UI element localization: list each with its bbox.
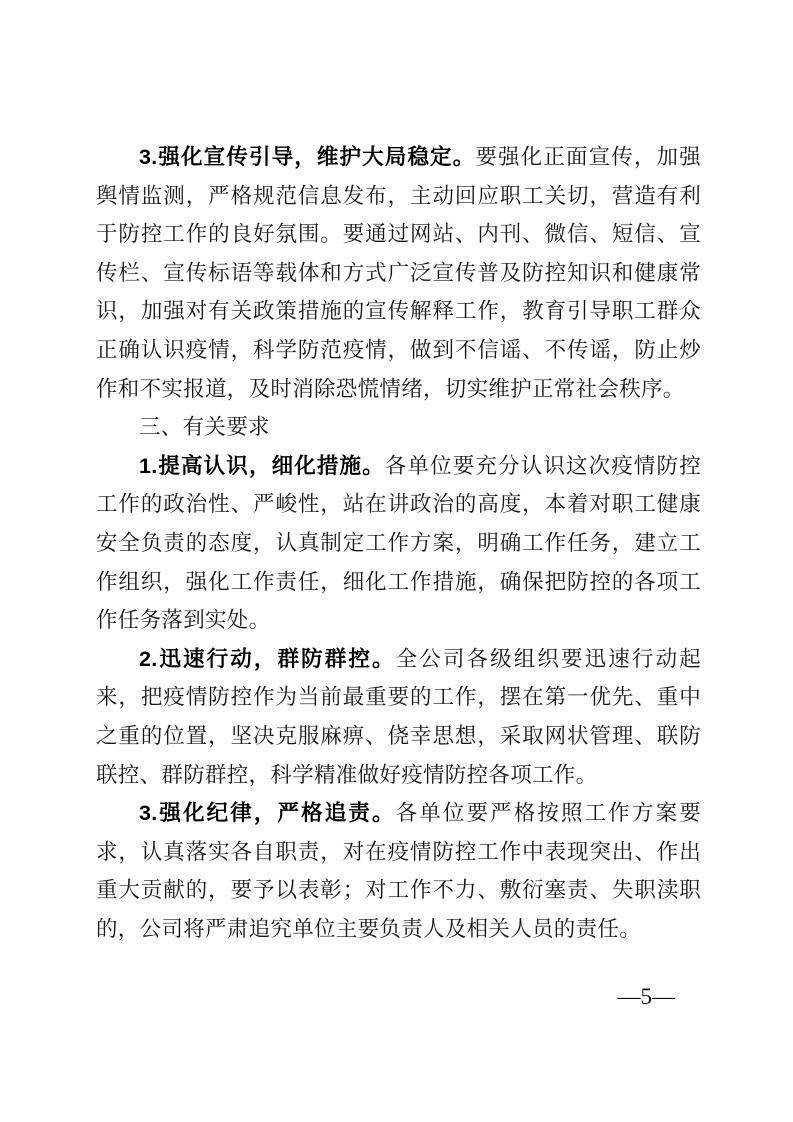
paragraph-lead: 2.迅速行动，群防群控。 <box>139 646 396 671</box>
paragraph-lead: 3.强化纪律，严格追责。 <box>139 801 396 826</box>
section-heading-requirements: 三、有关要求 <box>139 415 270 440</box>
paragraph-text: 各单位要严格按照工作方案要求，认真落实各自职责，对在疫情防控工作中表现突出、作出重大贡献的，要予以表彰；对工作不力、敷衍塞责、失职渎职的，公司将严肃追究单位主要负责人及相关人员的责任。 <box>96 801 701 941</box>
paragraph-text: 全公司各级组织要迅速行动起来，把疫情防控作为当前最重要的工作，摆在第一优先、重中之重的位置，坚决克服麻痹、侥幸思想，采取网状管理、联防联控、群防群控，科学精准做好疫情防控各项工作。 <box>96 646 701 787</box>
document-body <box>96 138 701 948</box>
page-number: —5— <box>617 984 675 1009</box>
paragraph-rapid-action <box>96 640 701 794</box>
paragraph-text: 要强化正面宣传，加强舆情监测，严格规范信息发布，主动回应职工关切，营造有利于防控工作的良好氛围。要通过网站、内刊、微信、短信、宣传栏、宣传标语等载体和方式广泛宣传普及防控知识和健康常识，加强对有关政策措施的宣传解释工作，教育引导职工群众正确认识疫情，科学防范疫情，做到不信谣、不传谣，防止炒作和不实报道，及时消除恐慌情绪，切实维护正常社会秩序。 <box>96 145 701 401</box>
paragraph-lead: 3.强化宣传引导，维护大局稳定。 <box>139 145 476 169</box>
paragraph-raise-awareness <box>96 447 701 640</box>
paragraph-lead: 1.提高认识，细化措施。 <box>139 453 385 478</box>
paragraph-publicity-guidance <box>96 138 701 408</box>
paragraph-text: 各单位要充分认识这次疫情防控工作的政治性、严峻性，站在讲政治的高度，本着对职工健康安全负责的态度，认真制定工作方案，明确工作任务，建立工作组织，强化工作责任，细化工作措施，确保把防控的各项工作任务落到实处。 <box>96 453 701 633</box>
paragraph-discipline-accountability <box>96 794 701 948</box>
